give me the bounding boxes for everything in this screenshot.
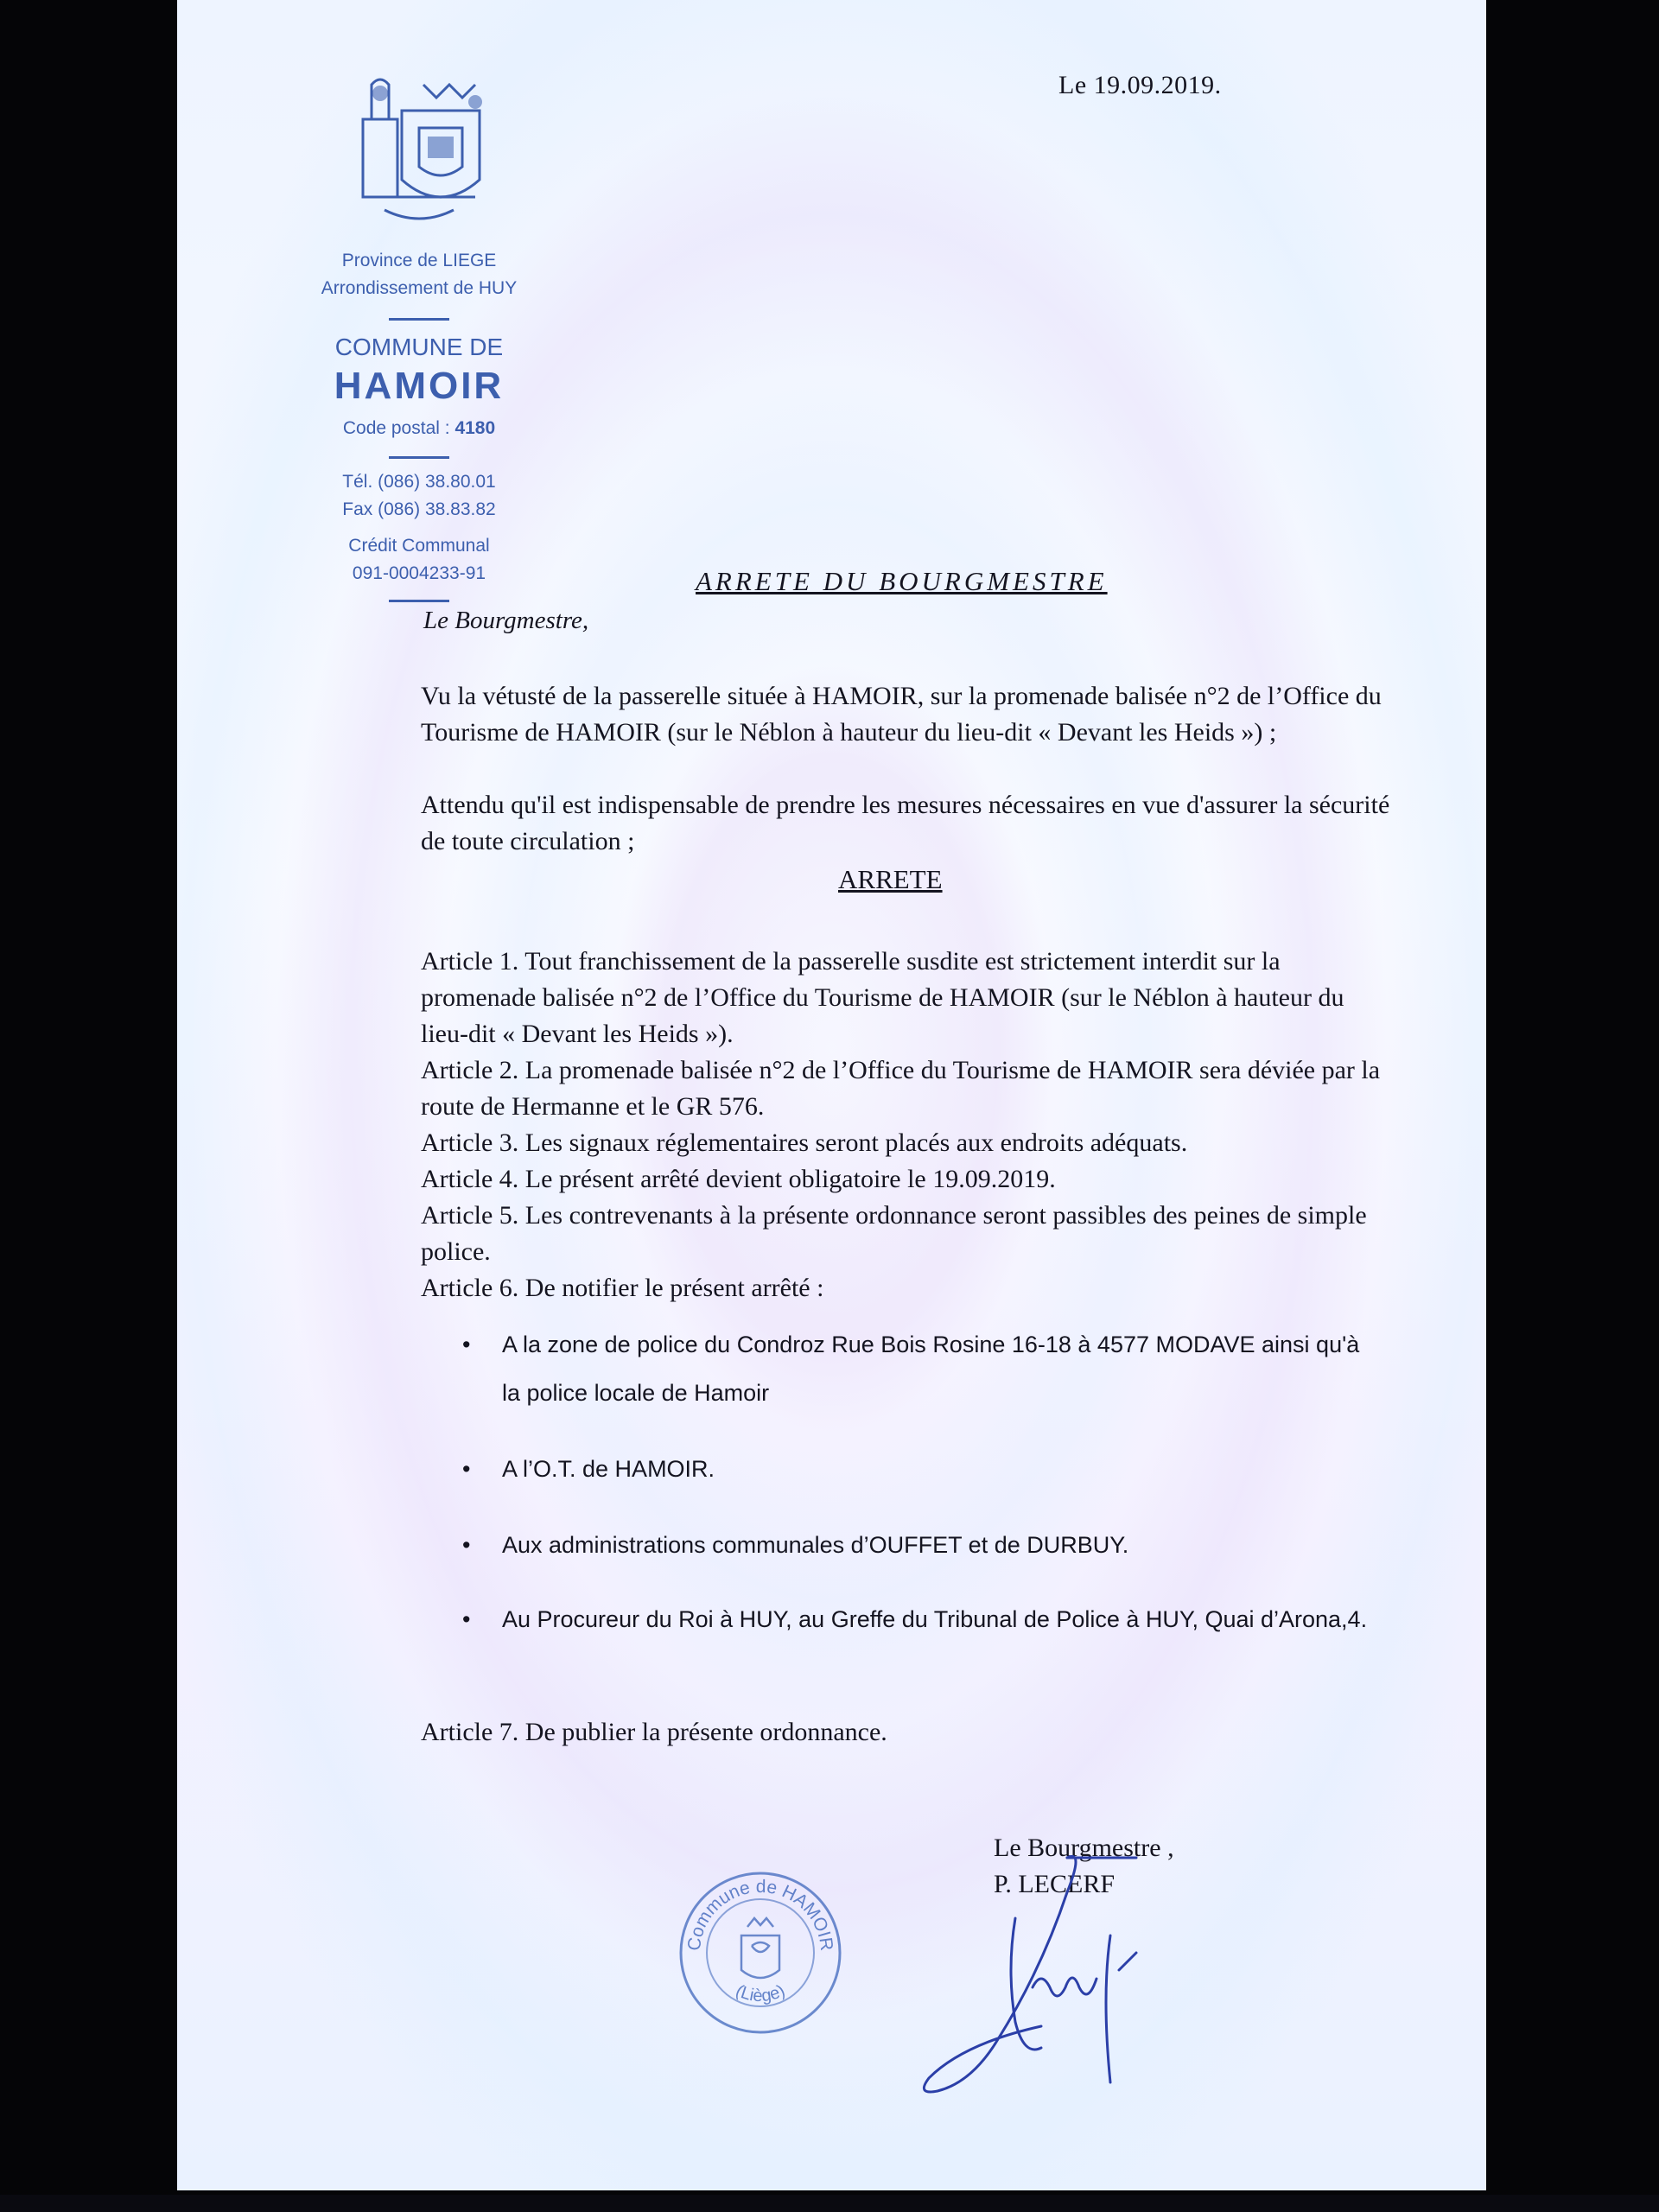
letterhead-tel: Tél. (086) 38.80.01 bbox=[342, 472, 496, 492]
postal-label: Code postal : bbox=[342, 418, 450, 438]
article-6: Article 6. De notifier le présent arrêté : bbox=[421, 1274, 824, 1302]
letterhead-divider bbox=[389, 456, 449, 459]
letterhead-commune-name: HAMOIR bbox=[334, 365, 505, 407]
signatory-role: Le Bourgmestre , bbox=[994, 1834, 1174, 1862]
signatory-name: P. LECERF bbox=[994, 1870, 1116, 1898]
notify-bullet bbox=[462, 1320, 1378, 1417]
letterhead-arrondissement: Arrondissement de HUY bbox=[321, 278, 518, 298]
seal-top-text: Commune de HAMOIR bbox=[683, 1876, 837, 1952]
official-seal-stamp bbox=[674, 1866, 847, 2039]
notify-text: Aux administrations communales d’OUFFET et de DURBUY. bbox=[502, 1532, 1129, 1558]
bullet-icon: • bbox=[462, 1532, 471, 1558]
article-1: Article 1. Tout franchissement de la passerelle susdite est strictement interdit sur la promenade balisée n°2 de l’Office du Tourisme de HAMOIR (sur le Néblon à hauteur du lieu-dit « Devant les Heids »). bbox=[421, 947, 1344, 1048]
coat-of-arms-icon bbox=[337, 67, 501, 232]
notify-text: A l’O.T. de HAMOIR. bbox=[502, 1456, 715, 1482]
letterhead-postal bbox=[281, 418, 557, 439]
letterhead-bank-account: 091-0004233-91 bbox=[352, 563, 486, 583]
article-3: Article 3. Les signaux réglementaires seront placés aux endroits adéquats. bbox=[421, 1128, 1188, 1157]
notify-text: A la zone de police du Condroz Rue Bois Rosine 16-18 à 4577 MODAVE ainsi qu'à la police locale de Hamoir bbox=[502, 1332, 1360, 1406]
letterhead-fax: Fax (086) 38.83.82 bbox=[342, 499, 496, 519]
article-4: Article 4. Le présent arrêté devient obligatoire le 19.09.2019. bbox=[421, 1165, 1056, 1193]
letterhead-commune-label: COMMUNE DE bbox=[334, 334, 504, 360]
letterhead-province: Province de LIEGE bbox=[341, 251, 497, 270]
seal-bottom-text: (Liège) bbox=[732, 1980, 789, 2006]
handwritten-signature bbox=[912, 1832, 1205, 2117]
document-date: Le 19.09.2019. bbox=[1058, 71, 1222, 99]
article-2: Article 2. La promenade balisée n°2 de l’Office du Tourisme de HAMOIR sera déviée par la route de Hermanne et le GR 576. bbox=[421, 1056, 1381, 1121]
svg-text:Commune de HAMOIR bbox=[684, 1877, 836, 1952]
notify-text: Au Procureur du Roi à HUY, au Greffe du Tribunal de Police à HUY, Quai d’Arona,4. bbox=[502, 1606, 1368, 1632]
notify-bullet bbox=[462, 1521, 1378, 1569]
arrete-heading: ARRETE bbox=[838, 864, 943, 894]
paragraph-whereas: Attendu qu'il est indispensable de prendre les mesures nécessaires en vue d'assurer la sécurité de toute circulation ; bbox=[421, 791, 1390, 855]
salutation: Le Bourgmestre, bbox=[423, 607, 589, 634]
svg-text:(Liège) bbox=[733, 1981, 788, 2005]
notify-bullet bbox=[462, 1445, 1378, 1493]
bullet-icon: • bbox=[462, 1456, 471, 1482]
article-7: Article 7. De publier la présente ordonnance. bbox=[421, 1718, 887, 1746]
bullet-icon: • bbox=[462, 1606, 471, 1632]
taskbar bbox=[0, 2195, 1659, 2212]
letterhead-divider bbox=[389, 318, 449, 321]
document-page bbox=[177, 0, 1486, 2190]
document-title: ARRETE DU BOURGMESTRE bbox=[696, 566, 1108, 596]
postal-code: 4180 bbox=[454, 418, 496, 438]
bullet-icon: • bbox=[462, 1332, 471, 1357]
letterhead-bank-label: Crédit Communal bbox=[348, 536, 490, 556]
letterhead-divider bbox=[389, 600, 449, 602]
paragraph-considering: Vu la vétusté de la passerelle située à HAMOIR, sur la promenade balisée n°2 de l’Office du Tourisme de HAMOIR (sur le Néblon à hauteur du lieu-dit « Devant les Heids ») ; bbox=[421, 682, 1382, 747]
article-5: Article 5. Les contrevenants à la présente ordonnance seront passibles des peines de simple police. bbox=[421, 1201, 1367, 1266]
notify-bullet bbox=[462, 1595, 1378, 1643]
articles-list bbox=[421, 944, 1397, 1306]
